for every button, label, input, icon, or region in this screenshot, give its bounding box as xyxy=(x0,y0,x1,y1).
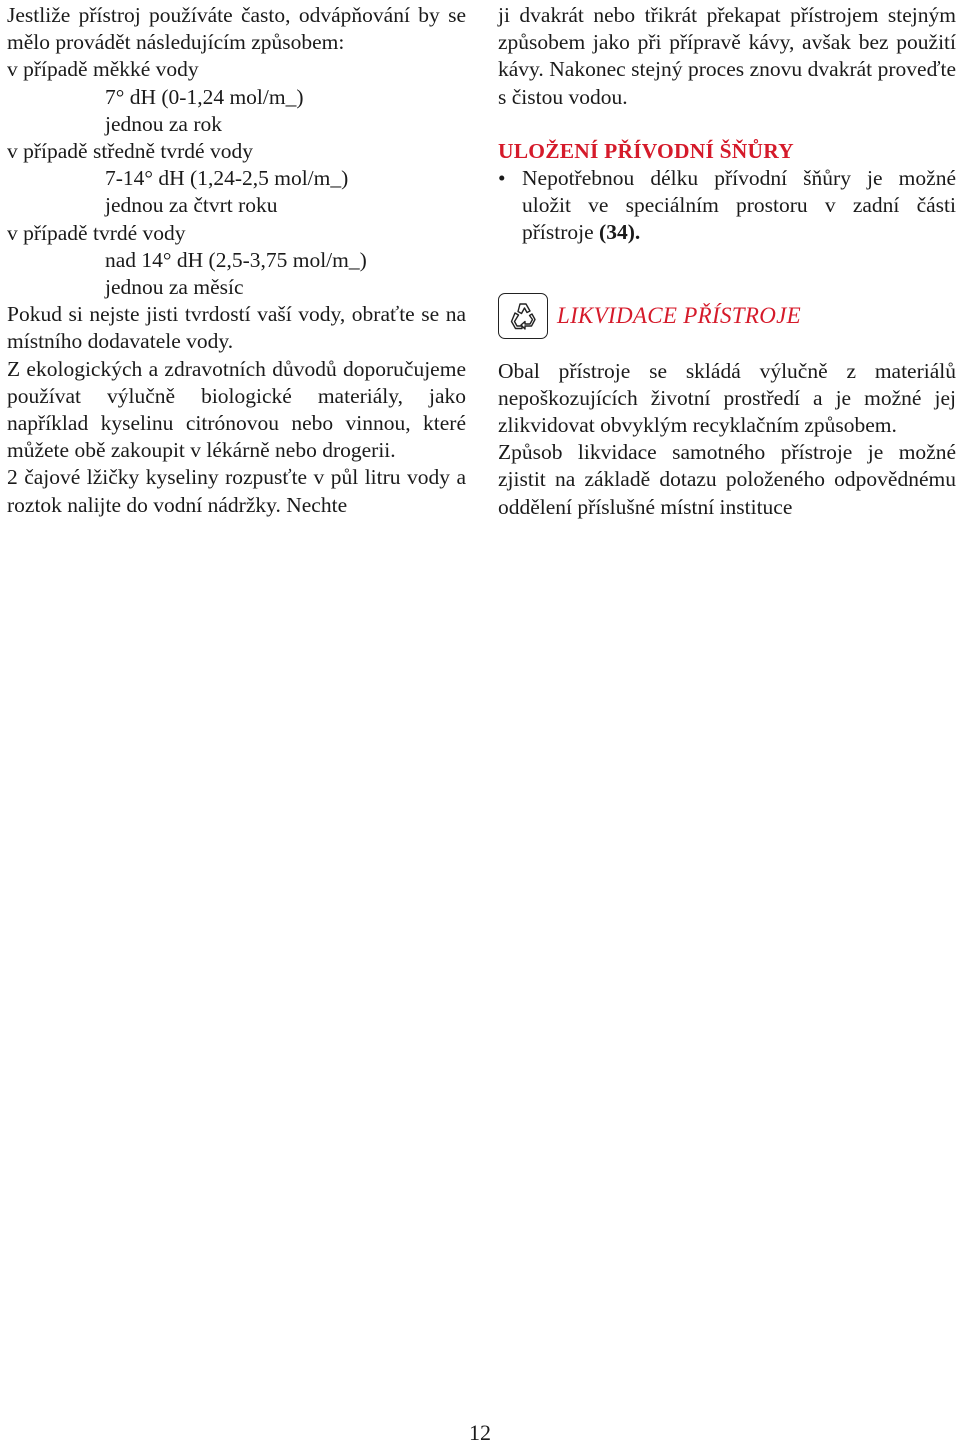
soft-water-label: v případě měkké vody xyxy=(7,57,199,82)
recycle-icon xyxy=(498,293,548,339)
medium-water-frequency: jednou za čtvrt roku xyxy=(105,193,278,218)
bullet-mark: • xyxy=(498,166,506,191)
ecology-paragraph: Z ekologických a zdravotních důvodů doporučujeme používat výlučně biologické materiály, jako například kyselinu citrónovou nebo vinnou, které můžete obě zakoupit v lékárně nebo drogerii. xyxy=(7,356,466,463)
instructions-paragraph: 2 čajové lžičky kyseliny rozpusťte v půl litru vody a roztok nalijte do vodní nádržky. Nechte xyxy=(7,465,466,517)
hard-water-label: v případě tvrdé vody xyxy=(7,220,186,245)
intro-paragraph: Jestliže přístroj používáte často, odvápňování by se mělo provádět následujícím způsobem: xyxy=(7,3,466,55)
instructions-continued-paragraph: ji dvakrát nebo třikrát překapat přístrojem stejným způsobem jako při přípravě kávy, avšak bez použití kávy. Nakonec stejný proces znovu dvakrát proveďte s čistou vodou. xyxy=(498,3,956,109)
hard-water-frequency: jednou za měsíc xyxy=(105,275,244,300)
packaging-paragraph: Obal přístroje se skládá výlučně z materiálů nepoškozujících životní prostředí a je možné jej zlikvidovat obvyklým recyklačním způsobem. xyxy=(498,358,956,438)
unsure-hardness-paragraph: Pokud si nejste jisti tvrdostí vaší vody, obraťte se na místního dodavatele vody. xyxy=(7,302,466,354)
medium-water-label: v případě středně tvrdé vody xyxy=(7,139,253,164)
hard-water-hardness: nad 14° dH (2,5-3,75 mol/m_) xyxy=(105,247,367,272)
cord-storage-body: Nepotřebnou délku přívodní šňůry je možné uložit ve speciálním prostoru v zadní části přístroje xyxy=(522,166,956,245)
right-column xyxy=(498,2,956,521)
cord-storage-text xyxy=(522,165,956,247)
cord-storage-reference: (34). xyxy=(599,220,641,245)
device-disposal-paragraph: Způsob likvidace samotného přístroje je možné zjistit na základě dotazu položeného odpovědnému oddělení příslušné místní instituce xyxy=(498,440,956,519)
cord-storage-item xyxy=(498,165,956,247)
disposal-header xyxy=(498,290,956,342)
soft-water-frequency: jednou za rok xyxy=(105,111,223,136)
disposal-heading: LIKVIDACE PŘÍSTROJE xyxy=(557,303,801,329)
left-column xyxy=(7,2,466,519)
medium-water-hardness: 7-14° dH (1,24-2,5 mol/m_) xyxy=(105,166,349,191)
recycle-symbol-graphic xyxy=(506,299,540,333)
soft-water-hardness: 7° dH (0-1,24 mol/m_) xyxy=(105,84,304,109)
cord-storage-heading: ULOŽENÍ PŘÍVODNÍ ŠŇŮRY xyxy=(498,138,794,163)
page-number: 12 xyxy=(469,1420,491,1445)
